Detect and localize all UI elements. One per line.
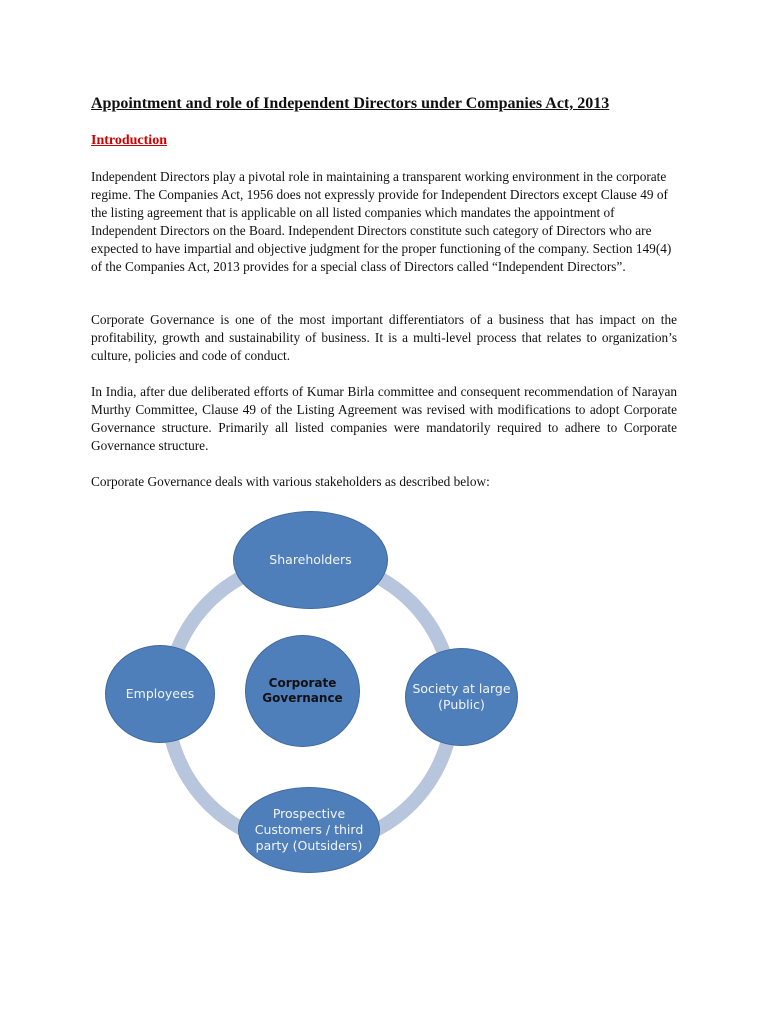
node-prospective-customers-label: Prospective Customers / third party (Outsiders) [254,806,364,853]
node-shareholders [233,511,388,609]
section-heading-introduction: Introduction [91,133,167,148]
paragraph-4: Corporate Governance deals with various stakeholders as described below: [91,474,490,489]
stakeholder-diagram [100,505,525,875]
node-society [405,648,518,746]
node-employees-label: Employees [125,686,195,701]
node-corporate-governance-label: Corporate Governance [262,676,343,705]
paragraph-2: Corporate Governance is one of the most important differentiators of a business that has impact on the profitability, growth and sustainability of business. It is a multi-level process that relates to organization’s culture, policies and code of conduct. [91,312,677,363]
paragraph-3: In India, after due deliberated efforts of Kumar Birla committee and consequent recommendation of Narayan Murthy Committee, Clause 49 of the Listing Agreement was revised with modifications to adopt Corporate Governance structure. Primarily all listed companies were mandatorily required to adhere to Corporate Governance structure. [91,384,677,453]
node-employees [105,645,215,743]
node-shareholders-label: Shareholders [269,552,352,567]
paragraph-1: Independent Directors play a pivotal role in maintaining a transparent working environment in the corporate regime. The Companies Act, 1956 does not expressly provide for Independent Directors except Clause 49 of the listing agreement that is applicable on all listed companies which mandates the appointment of Independent Directors on the Board. Independent Directors constitute such category of Directors who are expected to have impartial and objective judgment for the proper functioning of the company. Section 149(4) of the Companies Act, 2013 provides for a special class of Directors called “Independent Directors”. [91,169,672,274]
node-society-label: Society at large (Public) [412,681,511,712]
node-prospective-customers [238,787,380,873]
node-corporate-governance [245,635,360,747]
page-title: Appointment and role of Independent Directors under Companies Act, 2013 [91,95,610,112]
